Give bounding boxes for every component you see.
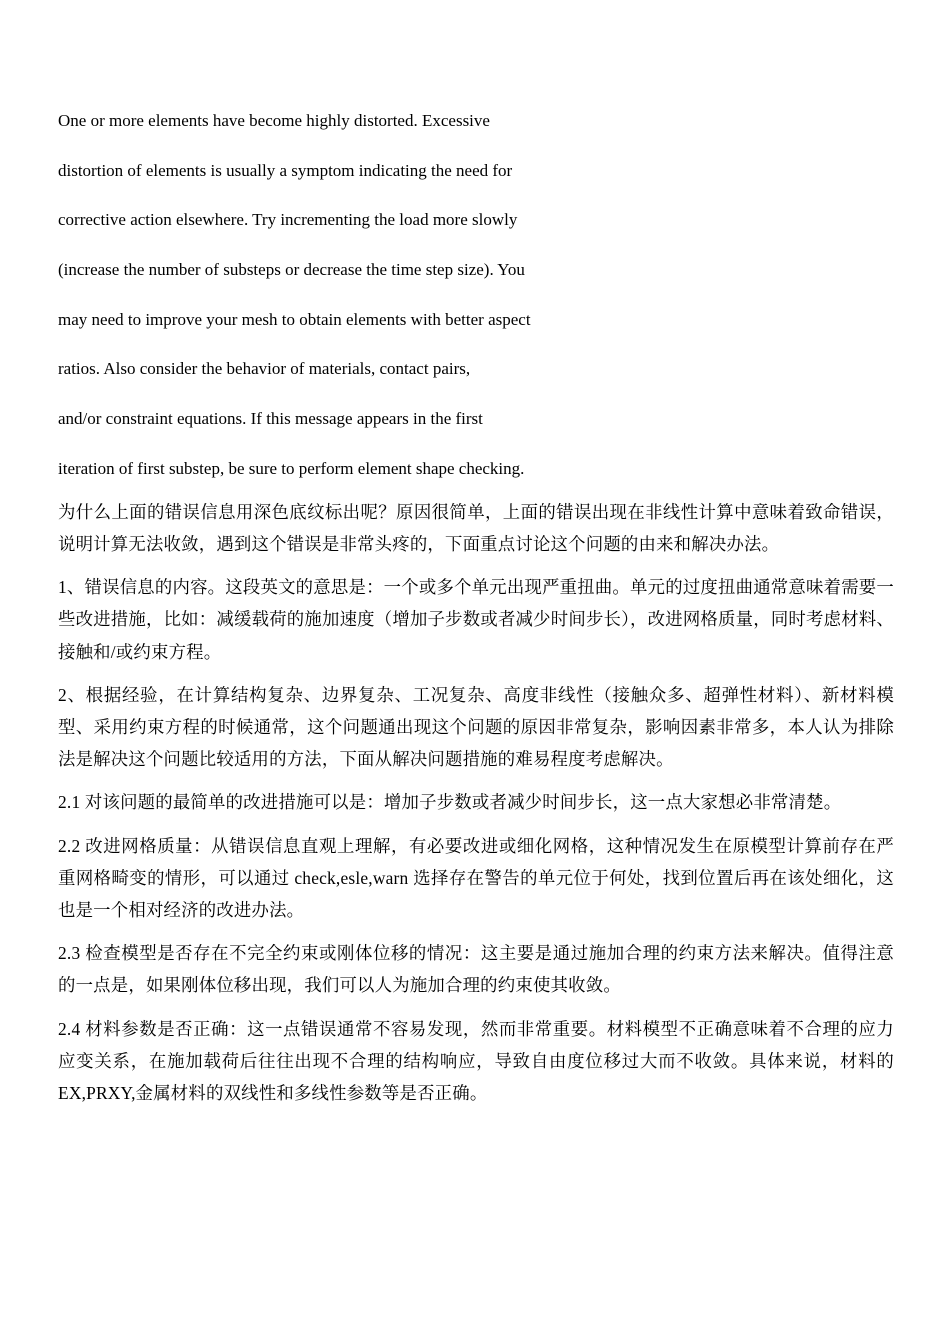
intro-paragraph: 为什么上面的错误信息用深色底纹标出呢？原因很简单，上面的错误出现在非线性计算中意味着致命错误，说明计算无法收敛，遇到这个错误是非常头疼的，下面重点讨论这个问题的由来和解决办法。 [58,501,894,555]
error-message-line: ratios. Also consider the behavior of materials, contact pairs, [58,359,471,379]
section-2-4-paragraph: 2.4 材料参数是否正确：这一点错误通常不容易发现，然而非常重要。材料模型不正确意味着不合理的应力应变关系，在施加载荷后往往出现不合理的结构响应，导致自由度位移过大而不收敛。具体来说，材料的 EX,PRXY,金属材料的双线性和多线性参数等是否正确。 [58,1018,894,1104]
error-message-line: One or more elements have become highly distorted. Excessive [58,111,490,130]
error-message-line: and/or constraint equations. If this message appears in the first [58,409,483,429]
section-2-paragraph: 2、根据经验，在计算结构复杂、边界复杂、工况复杂、高度非线性（接触众多、超弹性材料）、新材料模型、采用约束方程的时候通常，这个问题通出现这个问题的原因非常复杂，影响因素非常多，本人认为排除法是解决这个问题比较适用的方法，下面从解决问题措施的难易程度考虑解决。 [58,684,894,770]
error-message-line: (increase the number of substeps or decrease the time step size). You [58,260,525,280]
section-1-paragraph: 1、错误信息的内容。这段英文的意思是：一个或多个单元出现严重扭曲。单元的过度扭曲通常意味着需要一些改进措施，比如：减缓载荷的施加速度（增加子步数或者减少时间步长），改进网格质量，同时考虑材料、接触和/或约束方程。 [58,577,894,662]
explanation-block [58,496,894,1109]
section-2-3-paragraph: 2.3 检查模型是否存在不完全约束或刚体位移的情况：这主要是通过施加合理的约束方法来解决。值得注意的一点是，如果刚体位移出现，我们可以人为施加合理的约束使其收敛。 [58,943,894,996]
document-page [58,111,894,1120]
error-message-line: iteration of first substep, be sure to perform element shape checking. [58,458,525,478]
error-message-line: may need to improve your mesh to obtain elements with better aspect [58,309,531,329]
error-message-line: corrective action elsewhere. Try incrementing the load more slowly [58,210,518,230]
section-2-2-paragraph: 2.2 改进网格质量：从错误信息直观上理解，有必要改进或细化网格，这种情况发生在原模型计算前存在严重网格畸变的情形，可以通过 check,esle,warn 选择存在警告的单元位于何处，找到位置后再在该处细化，这也是一个相对经济的改进办法。 [58,835,894,921]
error-message-block [58,111,618,479]
error-message-line: distortion of elements is usually a symptom indicating the need for [58,160,513,180]
section-2-1-paragraph: 2.1 对该问题的最简单的改进措施可以是：增加子步数或者减少时间步长，这一点大家想必非常清楚。 [58,792,842,813]
